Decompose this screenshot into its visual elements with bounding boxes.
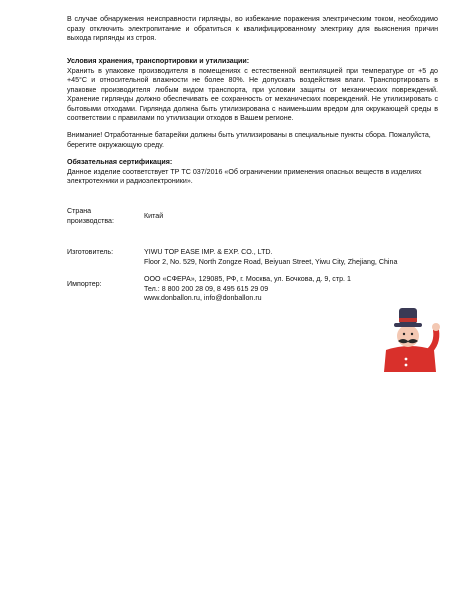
country-value: Китай (144, 212, 164, 220)
mascot-hat-band (399, 318, 417, 322)
mascot-illustration (376, 304, 444, 372)
importer-address: ООО «СФЕРА», 129085, РФ, г. Москва, ул. Бочкова, д. 9, стр. 1 (144, 275, 351, 283)
mascot-arm (428, 330, 436, 352)
manufacturer-name: YIWU TOP EASE IMP. & EXP. CO., LTD. (144, 248, 273, 256)
mascot-hand (432, 323, 440, 331)
storage-heading: Условия хранения, транспортировки и утилизации: (67, 57, 250, 65)
certification-heading: Обязательная сертификация: (67, 158, 173, 166)
warning-paragraph (67, 15, 438, 44)
importer-value (144, 275, 444, 304)
manufacturer-address: Floor 2, No. 529, North Zongze Road, Beiyuan Street, Yiwu City, Zhejiang, China (144, 257, 398, 266)
certification-text: Данное изделие соответствует ТР ТС 037/2016 «Об ограничении применения опасных веществ в изделиях электротехники и радиоэлектроники». (67, 167, 422, 185)
battery-note (67, 131, 438, 150)
mascot-head (397, 325, 419, 347)
importer-phone: Тел.: 8 800 200 28 09, 8 495 615 29 09 (144, 284, 269, 293)
importer-label: Импортер: (67, 280, 102, 288)
warning-text: В случае обнаружения неисправности гирлянды, во избежание поражения электрическим током, необходимо сразу отключить электропитание и обратиться к квалифицированному электрику для выяснения причин выхода гирлянды из строя. (67, 15, 438, 42)
battery-note-text: Внимание! Отработанные батарейки должны быть утилизированы в специальные пункты сбора. Пожалуйста, берегите окружающую среду. (67, 131, 431, 149)
storage-text: Хранить в упаковке производителя в помещениях с естественной вентиляцией при температуре от +5 до +45°С и относительной влажности не более 80%. Не допускать воздействия влаги. Транспортировать в упаковке производителя любым видом транспорта, при условии защиты от механических повреждений. Хранение гирлянды должно обеспечивать ее сохранность от механических повреждений. Не утилизировать с бытовыми отходами. Гирлянда должна быть утилизирована с наименьшим вредом для окружающей среды в соответствии с правилами по утилизации отходов в Вашем регионе. (67, 66, 438, 122)
manufacturer-value (144, 248, 444, 267)
storage-section (67, 57, 438, 124)
country-label: Страна производства: (67, 207, 114, 225)
importer-contacts[interactable]: www.donballon.ru, info@donballon.ru (144, 294, 262, 302)
certification-section (67, 158, 438, 187)
manufacturer-label: Изготовитель: (67, 248, 114, 256)
